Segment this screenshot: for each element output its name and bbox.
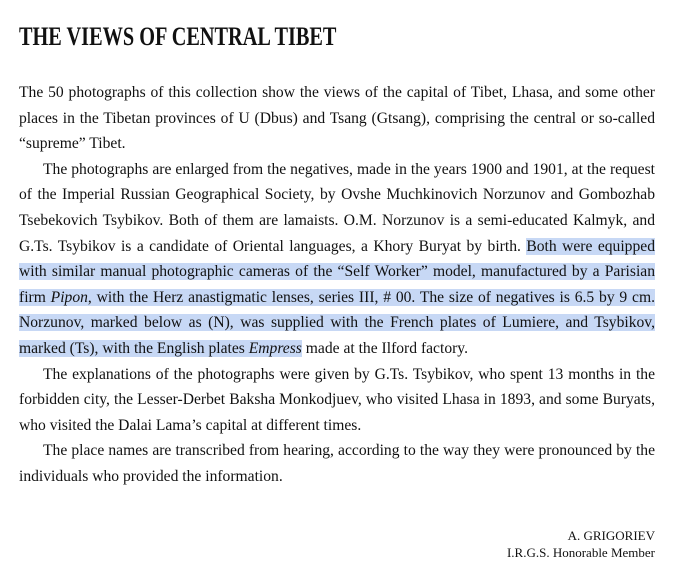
- paragraph-place-names: The place names are transcribed from hearing, according to the way they were pronounced by the individuals who provided the information.: [19, 442, 655, 485]
- signature-block: [507, 527, 655, 561]
- paragraph-photographs-text: The photographs are enlarged from the negatives, made in the years 1900 and 1901, at the request of the Imperial Russian Geographical Society, by Ovshe Muchkinovich Norzunov and Gombozhab Tsebekovich Tsybikov. Both of them are lamaists. O.M. Norzunov is a semi-educated Kalmyk, and G.Ts. Tsybikov is a candidate of Oriental languages, a Khory Buryat by birth.: [19, 160, 655, 255]
- signature-name: A. GRIGORIEV: [567, 528, 655, 543]
- brand-empress: Empress: [248, 339, 302, 357]
- paragraph-photographs-end: made at the Ilford factory.: [301, 339, 468, 357]
- selected-text-part-a: Both were equipped with similar manual photographic cameras of the “Self Worker” model, manufactured by a Parisian firm: [19, 237, 655, 306]
- brand-pipon: Pipon: [50, 288, 88, 306]
- paragraph-photographs: [19, 157, 655, 362]
- page-title: THE VIEWS OF CENTRAL TIBET: [19, 22, 337, 51]
- paragraph-intro: The 50 photographs of this collection show the views of the capital of Tibet, Lhasa, and some other places in the Tibetan provinces of U (Dbus) and Tsang (Gtsang), comprising the central or so-called “supreme” Tibet.: [19, 84, 655, 153]
- paragraph-explanations: The explanations of the photographs were given by G.Ts. Tsybikov, who spent 13 months in the forbidden city, the Lesser-Derbet Baksha Monkodjuev, who visited Lhasa in 1893, and some Buryats, who visited the Dalai Lama’s capital at different times.: [19, 365, 655, 434]
- document-body: [19, 80, 655, 490]
- signature-role: I.R.G.S. Honorable Member: [506, 545, 655, 560]
- selected-text-part-b: , with the Herz anastigmatic lenses, series III, # 00. The size of negatives is 6.5 by 9 cm. Norzunov, marked below as (N), was supplied with the French plates of Lumiere, and Tsybikov, marked (Ts), with the English plates: [19, 288, 655, 357]
